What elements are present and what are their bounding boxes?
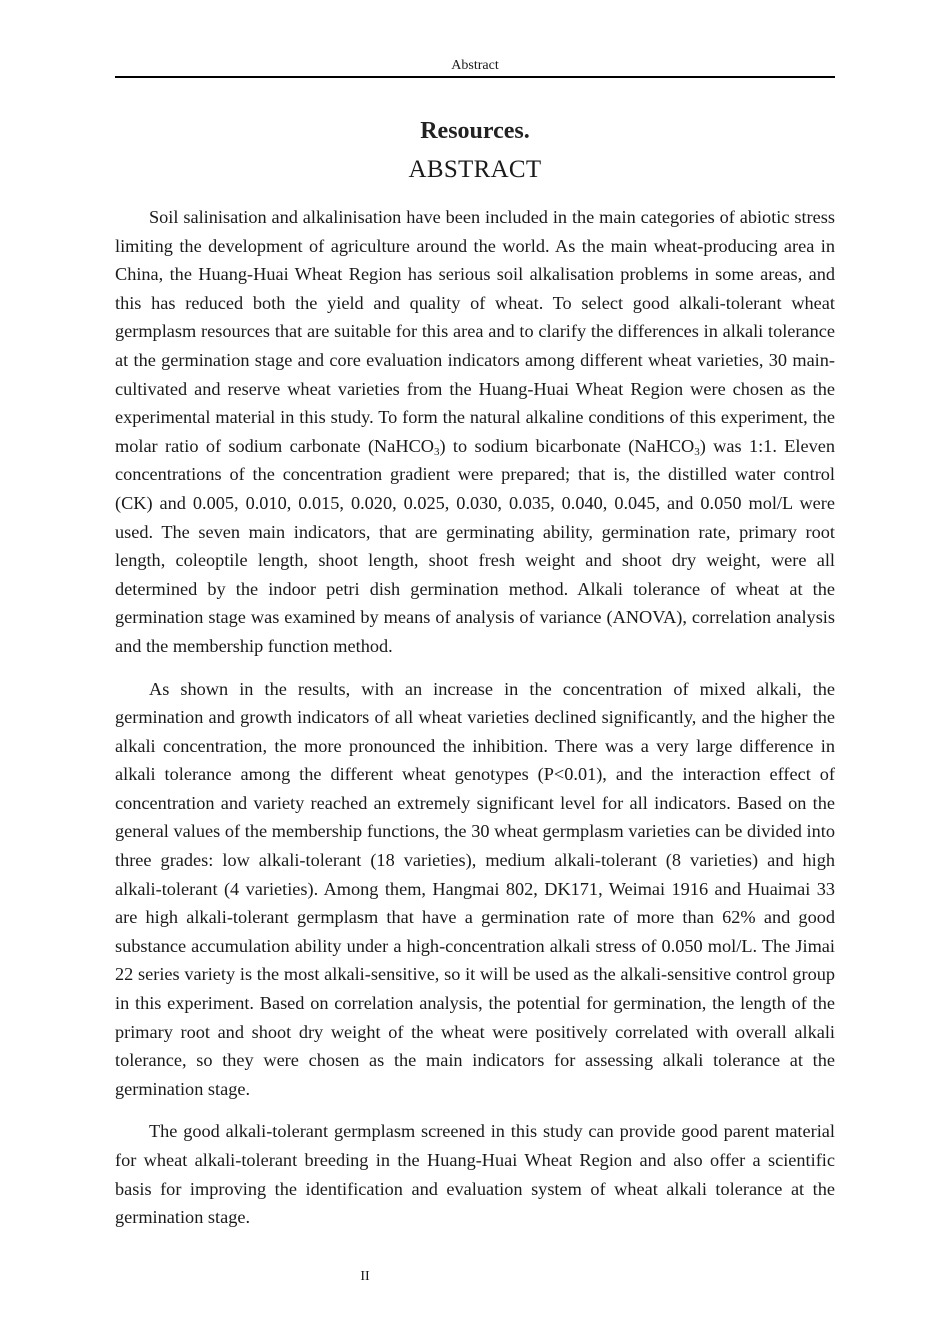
- abstract-paragraph-2: As shown in the results, with an increase in the concentration of mixed alkali, the germination and growth indicators of all wheat varieties declined significantly, and the higher the alkali concentration, the more pronounced the inhibition. There was a very large difference in alkali tolerance among the different wheat genotypes (P<0.01), and the interaction effect of concentration and variety reached an extremely significant level for all indicators. Based on the general values of the membership functions, the 30 wheat germplasm varieties can be divided into three grades: low alkali-tolerant (18 varieties), medium alkali-tolerant (8 varieties) and high alkali-tolerant (4 varieties). Among them, Hangmai 802, DK171, Weimai 1916 and Huaimai 33 are high alkali-tolerant germplasm that have a germination rate of more than 62% and good substance accumulation ability under a high-concentration alkali stress of 0.050 mol/L. The Jimai 22 series variety is the most alkali-sensitive, so it will be used as the alkali-sensitive control group in this experiment. Based on correlation analysis, the potential for germination, the length of the primary root and shoot dry weight of the wheat were positively correlated with overall alkali tolerance, so they were chosen as the main indicators for assessing alkali tolerance at the germination stage.: [115, 678, 835, 1099]
- title-continuation: Resources.: [420, 118, 530, 144]
- running-header-title: Abstract: [451, 58, 499, 73]
- abstract-paragraph-3: The good alkali-tolerant germplasm screened in this study can provide good parent material for wheat alkali-tolerant breeding in the Huang-Huai Wheat Region and also offer a scientific basis for improving the identification and evaluation system of wheat alkali tolerance at the germination stage.: [115, 1121, 835, 1228]
- running-header: [115, 56, 835, 78]
- abstract-body: [115, 203, 835, 1246]
- page-number: II: [360, 1269, 370, 1284]
- abstract-paragraph-1: [115, 203, 835, 661]
- paragraph-1-text-a: Soil salinisation and alkalinisation have been included in the main categories of abiotic stress limiting the development of agriculture around the world. As the main wheat-producing area in China, the Huang-Huai Wheat Region has serious soil alkalisation problems in some areas, and this has reduced both the yield and quality of wheat. To select good alkali-tolerant wheat germplasm resources that are suitable for this area and to clarify the differences in alkali tolerance at the germination stage and core evaluation indicators among different wheat varieties, 30 main-cultivated and reserve wheat varieties from the Huang-Huai Wheat Region were chosen as the experimental material in this study. To form the natural alkaline conditions of this experiment, the molar ratio of sodium carbonate (NaHCO: [115, 207, 835, 456]
- paragraph-1-text-b: ) to sodium bicarbonate (NaHCO: [439, 435, 695, 456]
- subscript-3: 3: [433, 445, 440, 458]
- abstract-heading: ABSTRACT: [408, 156, 542, 183]
- subscript-3: 3: [694, 445, 700, 458]
- paragraph-1-text-c: ) was 1:1. Eleven concentrations of the concentration gradient were prepared; that is, the distilled water control (CK) and 0.005, 0.010, 0.015, 0.020, 0.025, 0.030, 0.035, 0.040, 0.045, and 0.050 mol/L were used. The seven main indicators, that are germinating ability, germination rate, primary root length, coleoptile length, shoot length, shoot fresh weight and shoot dry weight, were all determined by the indoor petri dish germination method. Alkali tolerance of wheat at the germination stage was examined by means of analysis of variance (ANOVA), correlation analysis and the membership function method.: [115, 435, 835, 656]
